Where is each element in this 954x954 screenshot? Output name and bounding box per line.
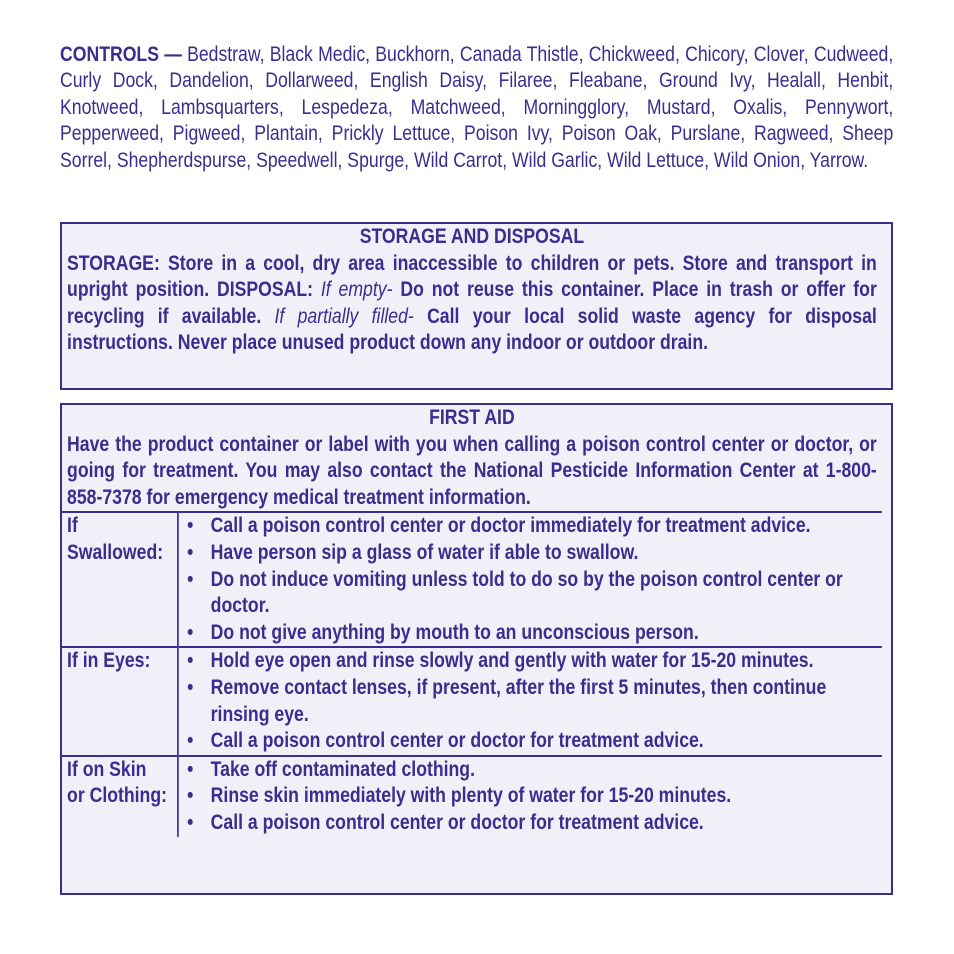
storage-disposal-box xyxy=(60,222,893,390)
row-label-swallowed xyxy=(62,512,178,647)
list-item: • Call a poison control center or doctor immediately for treatment advice. xyxy=(179,513,882,540)
storage-disposal-text xyxy=(62,251,882,357)
row-label-line: Swallowed: xyxy=(67,540,164,564)
first-aid-table xyxy=(62,511,882,836)
row-label-line: If in Eyes: xyxy=(67,649,151,673)
controls-heading: CONTROLS — xyxy=(60,43,182,66)
list-item: • Do not induce vomiting unless told to do so by the poison control center or doctor. xyxy=(179,567,882,620)
row-label-line: or Clothing: xyxy=(67,784,167,808)
first-aid-intro: Have the product container or label with you when calling a poison control center or doctor, or going for treatment. You may also contact the National Pesticide Information Center at 1-800-858-7378 for emergency medical treatment information. xyxy=(67,432,877,509)
row-label-line: If on Skin xyxy=(67,757,147,781)
table-row xyxy=(62,756,882,837)
list-item: • Do not give anything by mouth to an unconscious person. xyxy=(179,620,882,647)
list-item: • Call a poison control center or doctor for treatment advice. xyxy=(179,810,882,837)
row-instructions-swallowed xyxy=(178,512,882,647)
controls-paragraph xyxy=(60,42,893,174)
storage-disposal-title: STORAGE AND DISPOSAL xyxy=(359,225,585,248)
first-aid-title: FIRST AID xyxy=(429,406,515,429)
list-item: • Call a poison control center or doctor for treatment advice. xyxy=(179,728,882,755)
row-label-skin xyxy=(62,756,178,837)
list-item: • Have person sip a glass of water if able to swallow. xyxy=(179,540,882,567)
row-label-line: If xyxy=(67,514,78,538)
list-item: • Take off contaminated clothing. xyxy=(179,757,882,784)
if-partially-filled-text: Call your local solid waste agency for disposal instructions. Never place unused product down any indoor or outdoor drain. xyxy=(67,304,877,355)
row-label-eyes xyxy=(62,647,178,755)
table-row xyxy=(62,512,882,647)
list-item: • Rinse skin immediately with plenty of water for 15-20 minutes. xyxy=(179,783,882,810)
row-instructions-eyes xyxy=(178,647,882,755)
table-row xyxy=(62,647,882,755)
first-aid-box xyxy=(60,403,893,895)
if-empty-text: Do not reuse this container. Place in trash or offer for recycling if available. xyxy=(67,278,877,328)
storage-text: Store in a cool, dry area inaccessible to children or pets. Store and transport in upright position. xyxy=(67,251,877,302)
list-item: • Remove contact lenses, if present, after the first 5 minutes, then continue rinsing eye. xyxy=(179,675,882,728)
row-instructions-skin xyxy=(178,756,882,837)
controls-list: Bedstraw, Black Medic, Buckhorn, Canada Thistle, Chickweed, Chicory, Clover, Cudweed, Curly Dock, Dandelion, Dollarweed, English Daisy, Filaree, Fleabane, Ground Ivy, Healall, Henbit, Knotweed, Lambsquarters, Lespedeza, Matchweed, Morningglory, Mustard, Oxalis, Pennywort, Pepperweed, Pigweed, Plantain, Prickly Lettuce, Poison Ivy, Poison Oak, Purslane, Ragweed, Sheep Sorrel, Shepherdspurse, Speedwell, Spurge, Wild Carrot, Wild Garlic, Wild Lettuce, Wild Onion, Yarrow. xyxy=(60,43,894,172)
if-empty-label: If empty- xyxy=(320,278,393,302)
disposal-label: DISPOSAL: xyxy=(216,278,314,302)
storage-label: STORAGE: xyxy=(67,251,160,275)
list-item: • Hold eye open and rinse slowly and gently with water for 15-20 minutes. xyxy=(179,648,882,675)
if-partially-filled-label: If partially filled- xyxy=(274,304,414,328)
